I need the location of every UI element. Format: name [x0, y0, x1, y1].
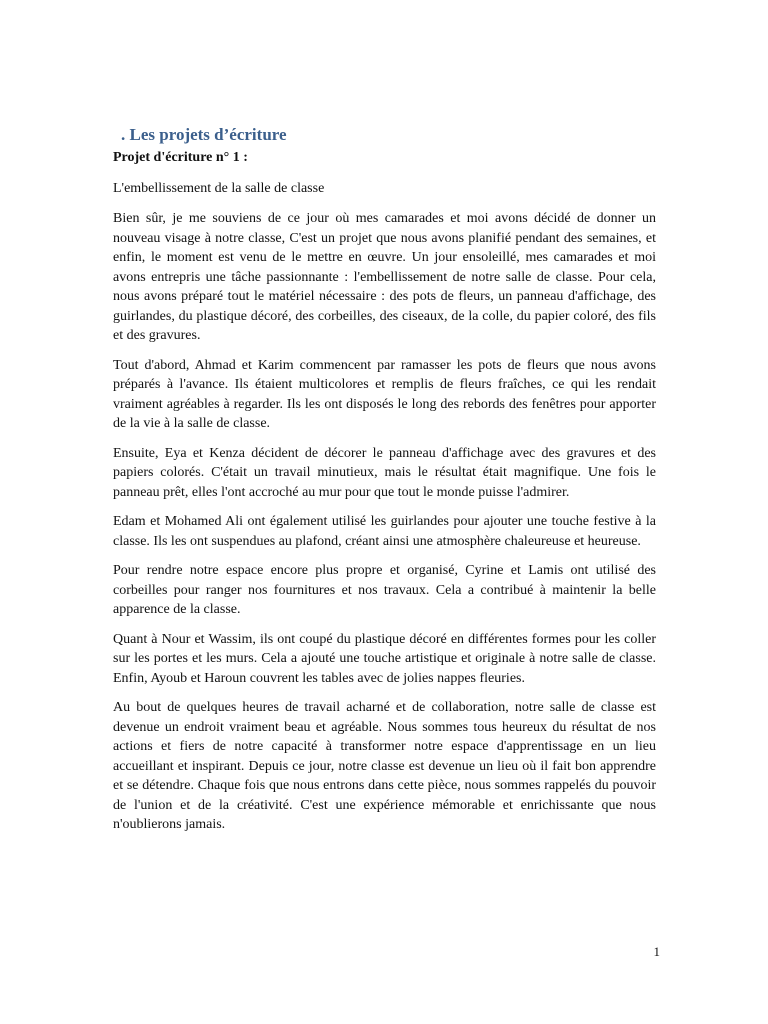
page-content	[113, 124, 656, 845]
paragraph: Bien sûr, je me souviens de ce jour où mes camarades et moi avons décidé de donner un nouveau visage à notre classe, C'est un projet que nous avons planifié pendant des semaines, et enfin, le moment est venu de le mettre en œuvre. Un jour ensoleillé, mes camarades et moi avons entrepris une tâche passionnante : l'embellissement de notre salle de classe. Pour cela, nous avons préparé tout le matériel nécessaire : des pots de fleurs, un panneau d'affichage, des guirlandes, du plastique décoré, des corbeilles, des ciseaux, de la colle, du papier coloré, des fils et des gravures.	[113, 211, 656, 343]
paragraph: Tout d'abord, Ahmad et Karim commencent par ramasser les pots de fleurs que nous avons préparés à l'avance. Ils étaient multicolores et remplis de fleurs fraîches, ce qui les rendait vraiment agréables à regarder. Ils les ont disposés le long des rebords des fenêtres pour apporter de la vie à la salle de classe.	[113, 357, 656, 431]
project-subtitle: L'embellissement de la salle de classe	[113, 181, 325, 196]
project-title: Projet d'écriture n° 1 :	[113, 150, 248, 165]
paragraph: Edam et Mohamed Ali ont également utilisé les guirlandes pour ajouter une touche festive à la classe. Ils les ont suspendues au plafond, créant ainsi une atmosphère chaleureuse et heureuse.	[113, 514, 656, 549]
paragraph: Quant à Nour et Wassim, ils ont coupé du plastique décoré en différentes formes pour les coller sur les portes et les murs. Cela a ajouté une touche artistique et originale à notre salle de classe. Enfin, Ayoub et Haroun couvrent les tables avec de jolies nappes fleuries.	[113, 631, 656, 686]
page-number: 1	[653, 944, 660, 959]
paragraph: Ensuite, Eya et Kenza décident de décorer le panneau d'affichage avec des gravures et des papiers colorés. C'était un travail minutieux, mais le résultat était magnifique. Une fois le panneau prêt, elles l'ont accroché au mur pour que tout le monde puisse l'admirer.	[113, 445, 656, 500]
section-heading: . Les projets d’écriture	[121, 125, 287, 144]
paragraph: Pour rendre notre espace encore plus propre et organisé, Cyrine et Lamis ont utilisé des corbeilles pour ranger nos fournitures et nos travaux. Cela a contribué à maintenir la belle apparence de la classe.	[113, 563, 656, 617]
paragraph: Au bout de quelques heures de travail acharné et de collaboration, notre salle de classe est devenue un endroit vraiment beau et agréable. Nous sommes tous heureux du résultat de nos actions et fiers de notre capacité à transformer notre espace d'apprentissage en un lieu accueillant et inspirant. Depuis ce jour, notre classe est devenue un lieu où il fait bon apprendre et se détendre. Chaque fois que nous entrons dans cette pièce, nous sommes rappelés du pouvoir de l'union et de la créativité. C'est une expérience mémorable et enrichissante que nous n'oublierons jamais.	[113, 700, 656, 832]
